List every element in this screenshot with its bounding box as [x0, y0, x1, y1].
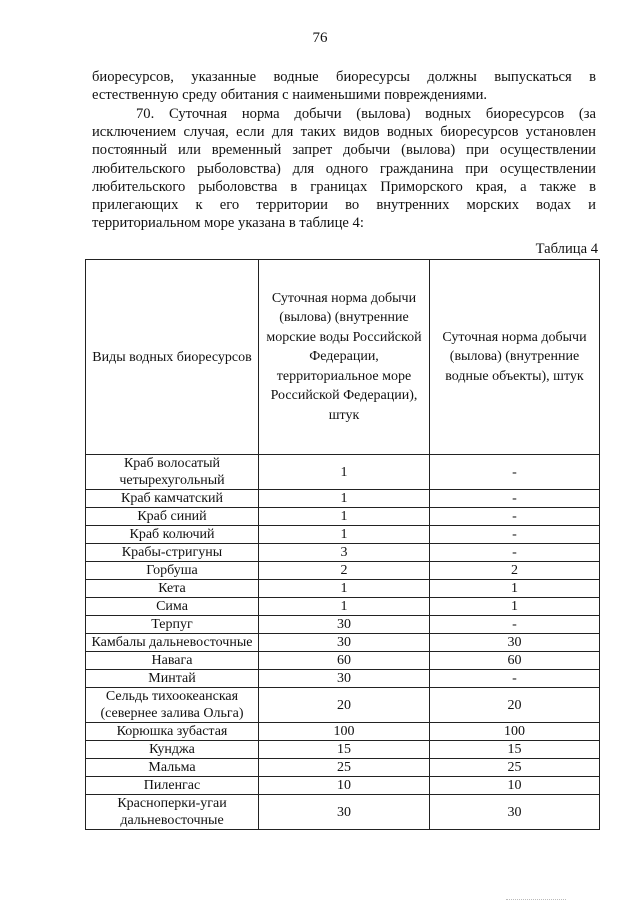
header-sea-limit: Суточная норма добычи (вылова) (внутренние морские воды Российской Федерации, территориальное море Российской Федерации), штук	[259, 260, 430, 455]
table-header-row	[86, 260, 600, 455]
inland-limit-cell: -	[430, 508, 600, 526]
species-cell: Мальма	[86, 759, 259, 777]
table-row	[86, 455, 600, 490]
table-row	[86, 562, 600, 580]
page-number: 76	[312, 30, 328, 46]
sea-limit-cell: 30	[259, 670, 430, 688]
inland-limit-cell: -	[430, 490, 600, 508]
inland-limit-cell: 25	[430, 759, 600, 777]
sea-limit-cell: 25	[259, 759, 430, 777]
species-cell: Навага	[86, 652, 259, 670]
inland-limit-cell: -	[430, 544, 600, 562]
species-cell: Камбалы дальневосточные	[86, 634, 259, 652]
sea-limit-cell: 30	[259, 616, 430, 634]
sea-limit-cell: 60	[259, 652, 430, 670]
table-row	[86, 526, 600, 544]
table-row	[86, 508, 600, 526]
species-cell: Краб волосатый четырехугольный	[86, 455, 259, 490]
species-cell: Сельдь тихоокеанская (севернее залива Ольга)	[86, 688, 259, 723]
species-cell: Кунджа	[86, 741, 259, 759]
inland-limit-cell: -	[430, 455, 600, 490]
sea-limit-cell: 10	[259, 777, 430, 795]
species-cell: Терпуг	[86, 616, 259, 634]
sea-limit-cell: 2	[259, 562, 430, 580]
inland-limit-cell: 60	[430, 652, 600, 670]
sea-limit-cell: 3	[259, 544, 430, 562]
table-row	[86, 490, 600, 508]
sea-limit-cell: 100	[259, 723, 430, 741]
sea-limit-cell: 1	[259, 455, 430, 490]
inland-limit-cell: -	[430, 526, 600, 544]
table-row	[86, 670, 600, 688]
sea-limit-cell: 1	[259, 580, 430, 598]
table-row	[86, 616, 600, 634]
inland-limit-cell: 2	[430, 562, 600, 580]
header-species: Виды водных биоресурсов	[86, 260, 259, 455]
inland-limit-cell: 1	[430, 598, 600, 616]
inland-limit-cell: 15	[430, 741, 600, 759]
inland-limit-cell: 10	[430, 777, 600, 795]
table-row	[86, 652, 600, 670]
header-inland-limit: Суточная норма добычи (вылова) (внутренние водные объекты), штук	[430, 260, 600, 455]
species-cell: Сима	[86, 598, 259, 616]
paragraph-70: 70. Суточная норма добычи (вылова) водных биоресурсов (за исключением случая, если для таких видов водных биоресурсов установлен постоянный или временный запрет добычи (вылова) при осуществлении любительского рыболовства) для одного гражданина при осуществлении любительского рыболовства в границах Приморского края, а также в прилегающих к его территории во внутренних морских водах и территориальном море указана в таблице 4:	[92, 106, 596, 232]
sea-limit-cell: 30	[259, 795, 430, 830]
scan-artifact	[506, 899, 566, 904]
species-cell: Краб камчатский	[86, 490, 259, 508]
table-row	[86, 598, 600, 616]
species-cell: Кета	[86, 580, 259, 598]
species-cell: Корюшка зубастая	[86, 723, 259, 741]
inland-limit-cell: 100	[430, 723, 600, 741]
paragraph-continuation: биоресурсов, указанные водные биоресурсы должны выпускаться в естественную среду обитания с наименьшими повреждениями.	[92, 69, 596, 104]
species-cell: Пиленгас	[86, 777, 259, 795]
catch-limit-table	[85, 259, 600, 830]
species-cell: Горбуша	[86, 562, 259, 580]
table-caption: Таблица 4	[535, 241, 598, 257]
sea-limit-cell: 1	[259, 598, 430, 616]
species-cell: Красноперки-угаи дальневосточные	[86, 795, 259, 830]
species-cell: Краб синий	[86, 508, 259, 526]
species-cell: Краб колючий	[86, 526, 259, 544]
sea-limit-cell: 1	[259, 508, 430, 526]
inland-limit-cell: 30	[430, 634, 600, 652]
inland-limit-cell: -	[430, 616, 600, 634]
inland-limit-cell: 1	[430, 580, 600, 598]
inland-limit-cell: 30	[430, 795, 600, 830]
species-cell: Минтай	[86, 670, 259, 688]
table-row	[86, 759, 600, 777]
species-cell: Крабы-стригуны	[86, 544, 259, 562]
inland-limit-cell: -	[430, 670, 600, 688]
sea-limit-cell: 30	[259, 634, 430, 652]
sea-limit-cell: 1	[259, 526, 430, 544]
table-row	[86, 580, 600, 598]
table-row	[86, 723, 600, 741]
table-row	[86, 741, 600, 759]
table-row	[86, 777, 600, 795]
table-row	[86, 795, 600, 830]
sea-limit-cell: 15	[259, 741, 430, 759]
sea-limit-cell: 1	[259, 490, 430, 508]
sea-limit-cell: 20	[259, 688, 430, 723]
table-row	[86, 634, 600, 652]
table-row	[86, 688, 600, 723]
inland-limit-cell: 20	[430, 688, 600, 723]
table-row	[86, 544, 600, 562]
